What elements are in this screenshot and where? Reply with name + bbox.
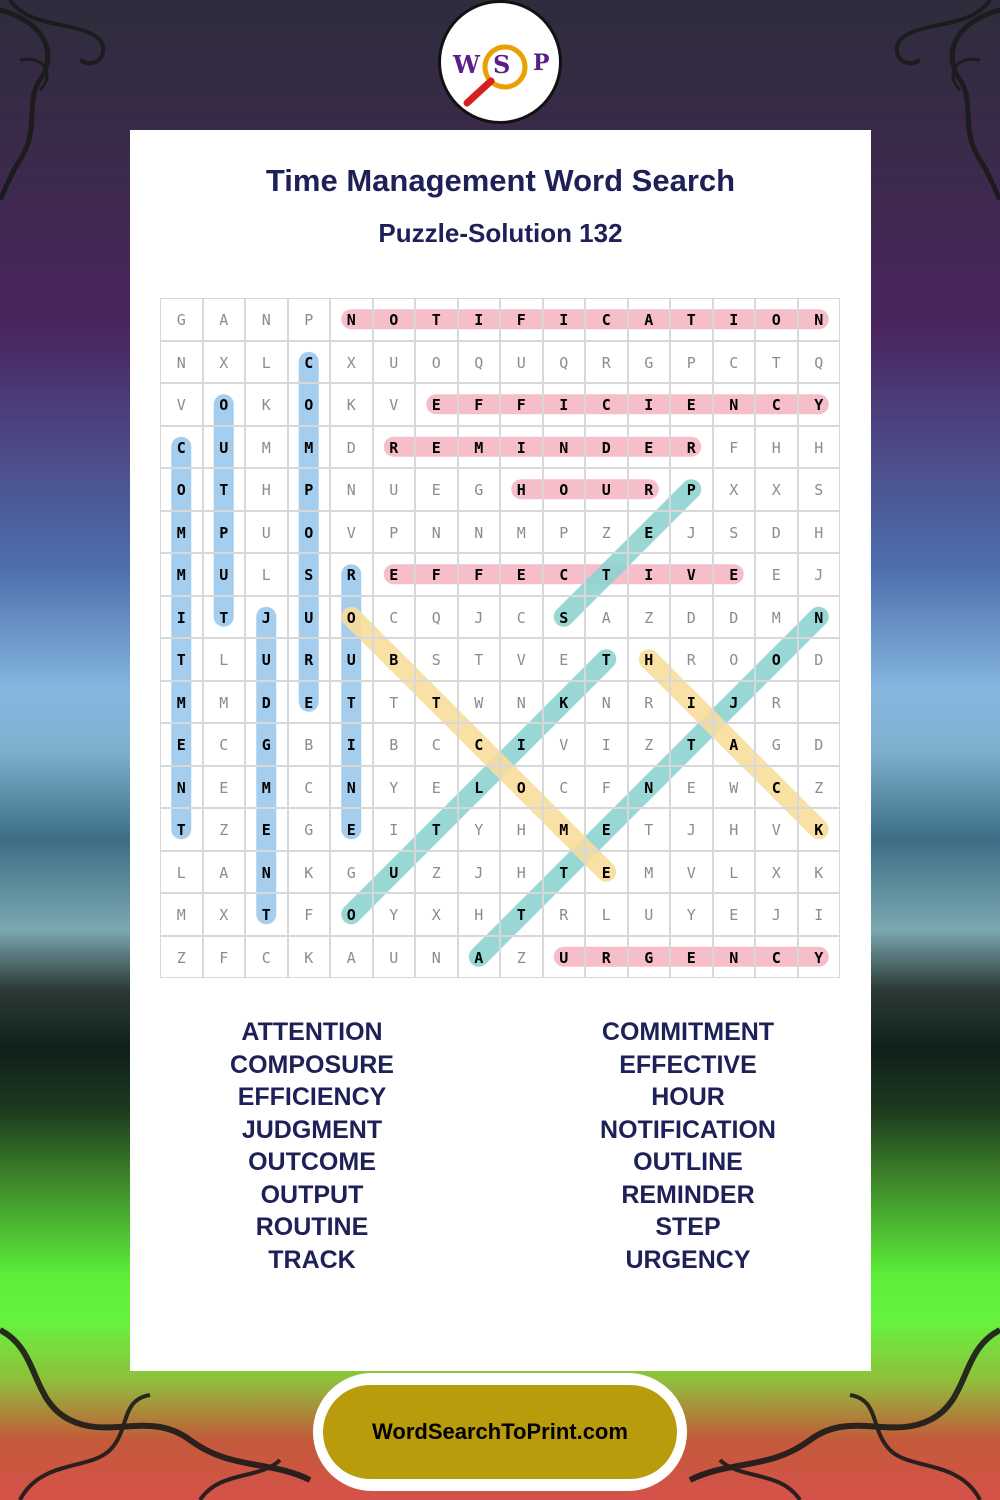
grid-cell[interactable]: Q	[798, 341, 841, 384]
grid-cell[interactable]: A	[203, 851, 246, 894]
grid-cell[interactable]: N	[245, 851, 288, 894]
grid-cell[interactable]: M	[543, 808, 586, 851]
grid-cell[interactable]: E	[543, 638, 586, 681]
corner-ornament-top-right	[870, 0, 1000, 200]
grid-cell[interactable]: G	[628, 936, 671, 979]
word-list-item: OUTLINE	[633, 1148, 743, 1176]
grid-cell[interactable]: E	[500, 553, 543, 596]
grid-cell[interactable]: K	[288, 936, 331, 979]
grid-cell[interactable]: N	[160, 766, 203, 809]
grid-cell[interactable]: X	[203, 893, 246, 936]
grid-cell[interactable]: E	[755, 553, 798, 596]
grid-cell[interactable]: F	[500, 383, 543, 426]
grid-cell[interactable]: J	[458, 851, 501, 894]
grid-cell[interactable]: I	[628, 383, 671, 426]
grid-cell[interactable]: K	[288, 851, 331, 894]
grid-cell[interactable]: E	[670, 766, 713, 809]
grid-cell[interactable]: L	[458, 766, 501, 809]
grid-cell[interactable]: U	[203, 426, 246, 469]
grid-cell[interactable]: F	[585, 766, 628, 809]
word-list-item: ROUTINE	[255, 1213, 369, 1241]
grid-cell[interactable]: Z	[628, 596, 671, 639]
grid-cell[interactable]: S	[543, 596, 586, 639]
grid-cell[interactable]: G	[458, 468, 501, 511]
grid-cell[interactable]: M	[160, 553, 203, 596]
grid-cell[interactable]: M	[628, 851, 671, 894]
grid-cell[interactable]: N	[458, 511, 501, 554]
grid-cell[interactable]: T	[203, 596, 246, 639]
word-list-item: ATTENTION	[241, 1018, 383, 1046]
grid-cell[interactable]: Z	[585, 511, 628, 554]
grid-cell[interactable]: E	[713, 893, 756, 936]
grid-cell[interactable]: R	[585, 341, 628, 384]
grid-cell[interactable]: F	[415, 553, 458, 596]
grid-cell[interactable]: J	[670, 511, 713, 554]
grid-cell[interactable]: C	[288, 341, 331, 384]
grid-cell[interactable]: E	[585, 808, 628, 851]
grid-cell[interactable]: Q	[543, 341, 586, 384]
grid-cell[interactable]: F	[458, 553, 501, 596]
grid-cell[interactable]: Y	[670, 893, 713, 936]
grid-cell[interactable]: X	[755, 851, 798, 894]
grid-cell[interactable]: O	[288, 511, 331, 554]
word-list-item: OUTPUT	[260, 1180, 364, 1209]
grid-cell[interactable]: U	[585, 468, 628, 511]
magnifier-icon	[459, 31, 549, 111]
grid-cell[interactable]: P	[373, 511, 416, 554]
grid-cell[interactable]: H	[245, 468, 288, 511]
grid-cell[interactable]: C	[543, 766, 586, 809]
grid-cell[interactable]: A	[713, 723, 756, 766]
puzzle-panel	[130, 130, 871, 1371]
grid-cell[interactable]: V	[670, 851, 713, 894]
grid-cell[interactable]: X	[330, 341, 373, 384]
grid-cell[interactable]: T	[415, 298, 458, 341]
grid-cell[interactable]: C	[288, 766, 331, 809]
grid-cell[interactable]: H	[755, 426, 798, 469]
grid-cell[interactable]: U	[543, 936, 586, 979]
grid-cell[interactable]: N	[500, 681, 543, 724]
grid-cell[interactable]: P	[288, 298, 331, 341]
grid-cell[interactable]: M	[500, 511, 543, 554]
grid-cell[interactable]: X	[203, 341, 246, 384]
grid-cell[interactable]: V	[160, 383, 203, 426]
grid-cell[interactable]: G	[288, 808, 331, 851]
grid-cell[interactable]: R	[670, 638, 713, 681]
grid-cell[interactable]: N	[798, 596, 841, 639]
grid-cell[interactable]: C	[585, 383, 628, 426]
grid-cell[interactable]: U	[203, 553, 246, 596]
grid-cell[interactable]: E	[288, 681, 331, 724]
grid-cell[interactable]: N	[160, 341, 203, 384]
grid-cell[interactable]: E	[628, 426, 671, 469]
grid-cell[interactable]: O	[755, 638, 798, 681]
grid-cell[interactable]: F	[203, 936, 246, 979]
grid-cell[interactable]: Z	[160, 936, 203, 979]
grid-cell[interactable]: J	[713, 681, 756, 724]
word-list-item: REMINDER	[621, 1180, 755, 1209]
grid-cell[interactable]: N	[798, 298, 841, 341]
grid-cell[interactable]: E	[585, 851, 628, 894]
grid-cell[interactable]: S	[415, 638, 458, 681]
grid-cell[interactable]: N	[415, 936, 458, 979]
grid-cell[interactable]: R	[755, 681, 798, 724]
grid-cell[interactable]: J	[458, 596, 501, 639]
grid-cell[interactable]: X	[713, 468, 756, 511]
grid-cell[interactable]: L	[203, 638, 246, 681]
grid-cell[interactable]: D	[670, 596, 713, 639]
grid-cell[interactable]: V	[500, 638, 543, 681]
grid-cell[interactable]: U	[373, 851, 416, 894]
grid-cell[interactable]: D	[798, 723, 841, 766]
grid-cell[interactable]: U	[245, 511, 288, 554]
grid-cell[interactable]: K	[245, 383, 288, 426]
grid-cell[interactable]: H	[798, 426, 841, 469]
grid-cell[interactable]: C	[160, 426, 203, 469]
grid-cell[interactable]: G	[755, 723, 798, 766]
grid-cell[interactable]: V	[330, 511, 373, 554]
wsp-logo[interactable]	[438, 0, 562, 124]
grid-cell[interactable]: I	[543, 383, 586, 426]
grid-cell[interactable]: J	[245, 596, 288, 639]
grid-cell[interactable]: G	[160, 298, 203, 341]
grid-cell[interactable]: F	[500, 298, 543, 341]
logo-letter-w: W	[453, 50, 480, 79]
page-title: Time Management Word Search	[265, 163, 736, 198]
grid-cell[interactable]: C	[755, 766, 798, 809]
grid-cell[interactable]: H	[713, 808, 756, 851]
grid-cell[interactable]: C	[458, 723, 501, 766]
logo-letter-p: P	[533, 50, 550, 76]
word-list-item: STEP	[655, 1213, 721, 1241]
grid-cell[interactable]: L	[245, 553, 288, 596]
grid-cell[interactable]: S	[798, 468, 841, 511]
grid-cell[interactable]	[798, 681, 841, 724]
grid-cell[interactable]: M	[160, 681, 203, 724]
grid-cell[interactable]: M	[458, 426, 501, 469]
grid-cell[interactable]: F	[713, 426, 756, 469]
grid-cell[interactable]: L	[713, 851, 756, 894]
grid-cell[interactable]: F	[288, 893, 331, 936]
grid-cell[interactable]: I	[330, 723, 373, 766]
logo-letter-s: S	[493, 50, 511, 79]
grid-cell[interactable]: I	[585, 723, 628, 766]
grid-cell[interactable]: E	[670, 383, 713, 426]
grid-cell[interactable]: A	[458, 936, 501, 979]
grid-cell[interactable]: R	[543, 893, 586, 936]
grid-cell[interactable]: C	[755, 383, 798, 426]
grid-cell[interactable]: E	[713, 553, 756, 596]
word-list-item: COMMITMENT	[601, 1018, 775, 1046]
grid-cell[interactable]: D	[798, 638, 841, 681]
grid-cell[interactable]: C	[373, 596, 416, 639]
grid-cell[interactable]: A	[330, 936, 373, 979]
grid-cell[interactable]: A	[203, 298, 246, 341]
grid-cell[interactable]: R	[628, 681, 671, 724]
grid-cell[interactable]: O	[330, 596, 373, 639]
grid-cell[interactable]: L	[585, 893, 628, 936]
grid-cell[interactable]: I	[458, 298, 501, 341]
grid-cell[interactable]: N	[245, 298, 288, 341]
grid-cell[interactable]: J	[755, 893, 798, 936]
grid-cell[interactable]: Y	[458, 808, 501, 851]
word-list-item: OUTCOME	[248, 1148, 376, 1176]
grid-cell[interactable]: P	[203, 511, 246, 554]
grid-cell[interactable]: T	[585, 553, 628, 596]
grid-cell[interactable]: E	[373, 553, 416, 596]
grid-cell[interactable]: E	[415, 468, 458, 511]
grid-cell[interactable]: N	[415, 511, 458, 554]
grid-cell[interactable]: N	[330, 766, 373, 809]
grid-cell[interactable]: Y	[798, 936, 841, 979]
grid-cell[interactable]: C	[713, 341, 756, 384]
grid-cell[interactable]: O	[203, 383, 246, 426]
grid-cell[interactable]: P	[670, 341, 713, 384]
grid-cell[interactable]: C	[203, 723, 246, 766]
grid-cell[interactable]: I	[373, 808, 416, 851]
grid-cell[interactable]: T	[160, 638, 203, 681]
grid-cell[interactable]: K	[330, 383, 373, 426]
grid-cell[interactable]: T	[500, 893, 543, 936]
grid-cell[interactable]: I	[628, 553, 671, 596]
word-list-item: EFFECTIVE	[619, 1050, 757, 1079]
grid-cell[interactable]: M	[203, 681, 246, 724]
grid-cell[interactable]: Q	[458, 341, 501, 384]
grid-cell[interactable]: Z	[415, 851, 458, 894]
corner-ornament-top-left	[0, 0, 130, 200]
grid-cell[interactable]: U	[628, 893, 671, 936]
grid-cell[interactable]: O	[330, 893, 373, 936]
grid-cell[interactable]: M	[245, 426, 288, 469]
grid-cell[interactable]: C	[245, 936, 288, 979]
grid-cell[interactable]: A	[585, 596, 628, 639]
grid-cell[interactable]: T	[245, 893, 288, 936]
grid-cell[interactable]: A	[628, 298, 671, 341]
grid-cell[interactable]: D	[585, 426, 628, 469]
grid-cell[interactable]: I	[798, 893, 841, 936]
grid-cell[interactable]: Y	[373, 766, 416, 809]
grid-cell[interactable]: Z	[798, 766, 841, 809]
grid-cell[interactable]: N	[713, 383, 756, 426]
grid-cell[interactable]: T	[670, 723, 713, 766]
grid-cell[interactable]: P	[670, 468, 713, 511]
grid-cell[interactable]: F	[458, 383, 501, 426]
grid-cell[interactable]: O	[288, 383, 331, 426]
word-list-right	[538, 1016, 838, 1276]
grid-cell[interactable]: B	[373, 723, 416, 766]
word-list-item: EFFICIENCY	[237, 1083, 387, 1111]
grid-cell[interactable]: R	[585, 936, 628, 979]
grid-cell[interactable]: P	[543, 511, 586, 554]
word-search-grid	[160, 298, 840, 978]
grid-cell[interactable]: H	[628, 638, 671, 681]
grid-cell[interactable]: M	[245, 766, 288, 809]
site-badge	[313, 1373, 687, 1491]
grid-cell[interactable]: T	[330, 681, 373, 724]
grid-cell[interactable]: V	[373, 383, 416, 426]
grid-cell[interactable]: E	[415, 383, 458, 426]
grid-cell[interactable]: N	[628, 766, 671, 809]
grid-cell[interactable]: T	[160, 808, 203, 851]
grid-cell[interactable]: T	[458, 638, 501, 681]
grid-cell[interactable]: Q	[415, 596, 458, 639]
grid-cell[interactable]: T	[203, 468, 246, 511]
grid-cell[interactable]: N	[330, 298, 373, 341]
grid-cell[interactable]: I	[670, 681, 713, 724]
grid-cell[interactable]: E	[245, 808, 288, 851]
grid-cell[interactable]: I	[500, 723, 543, 766]
grid-cell[interactable]: O	[500, 766, 543, 809]
grid-cell[interactable]: D	[713, 596, 756, 639]
grid-cell[interactable]: Z	[203, 808, 246, 851]
grid-cell[interactable]: R	[330, 553, 373, 596]
grid-cell[interactable]: U	[288, 596, 331, 639]
page-subtitle: Puzzle-Solution 132	[378, 218, 623, 248]
grid-cell[interactable]: E	[628, 511, 671, 554]
grid-cell[interactable]: M	[288, 426, 331, 469]
grid-cell[interactable]: O	[415, 341, 458, 384]
grid-cell[interactable]: C	[415, 723, 458, 766]
grid-cell[interactable]: N	[543, 426, 586, 469]
grid-cell[interactable]: X	[415, 893, 458, 936]
grid-cell[interactable]: B	[373, 638, 416, 681]
grid-cell[interactable]: M	[160, 893, 203, 936]
grid-cell[interactable]: C	[755, 936, 798, 979]
grid-cell[interactable]: S	[713, 511, 756, 554]
grid-cell[interactable]: U	[373, 468, 416, 511]
grid-cell[interactable]: C	[500, 596, 543, 639]
grid-cell[interactable]: I	[500, 426, 543, 469]
grid-cell[interactable]: E	[415, 766, 458, 809]
grid-cell[interactable]: W	[713, 766, 756, 809]
grid-cell[interactable]: U	[373, 341, 416, 384]
grid-cell[interactable]: O	[373, 298, 416, 341]
grid-cell[interactable]: U	[373, 936, 416, 979]
grid-cell[interactable]: E	[415, 426, 458, 469]
grid-cell[interactable]: H	[500, 808, 543, 851]
grid-cell[interactable]: O	[543, 468, 586, 511]
site-link[interactable]: WordSearchToPrint.com	[323, 1385, 677, 1479]
grid-cell[interactable]: H	[458, 893, 501, 936]
grid-cell[interactable]: T	[585, 638, 628, 681]
grid-cell[interactable]: C	[585, 298, 628, 341]
grid-cell[interactable]: H	[500, 468, 543, 511]
grid-cell[interactable]: T	[415, 681, 458, 724]
grid-cell[interactable]: T	[415, 808, 458, 851]
word-list-item: HOUR	[651, 1083, 725, 1111]
grid-cell[interactable]: J	[670, 808, 713, 851]
grid-cell[interactable]: B	[288, 723, 331, 766]
grid-cell[interactable]: H	[798, 511, 841, 554]
grid-cell[interactable]: K	[798, 851, 841, 894]
grid-cell[interactable]: O	[755, 298, 798, 341]
grid-cell[interactable]: M	[755, 596, 798, 639]
grid-cell[interactable]: G	[330, 851, 373, 894]
grid-cell[interactable]: O	[713, 638, 756, 681]
grid-cell[interactable]: D	[330, 426, 373, 469]
grid-cell[interactable]: N	[585, 681, 628, 724]
grid-cell[interactable]: G	[628, 341, 671, 384]
grid-cell[interactable]: V	[543, 723, 586, 766]
grid-cell[interactable]: G	[245, 723, 288, 766]
grid-cell[interactable]: S	[288, 553, 331, 596]
grid-cell[interactable]: T	[543, 851, 586, 894]
grid-cell[interactable]: I	[543, 298, 586, 341]
grid-cell[interactable]: E	[203, 766, 246, 809]
grid-cell[interactable]: P	[288, 468, 331, 511]
grid-cell[interactable]: I	[160, 596, 203, 639]
grid-cell[interactable]: I	[713, 298, 756, 341]
grid-cell[interactable]: N	[330, 468, 373, 511]
word-list-item: NOTIFICATION	[600, 1115, 776, 1144]
grid-cell[interactable]: T	[373, 681, 416, 724]
word-list-item: JUDGMENT	[241, 1115, 383, 1144]
grid-cell[interactable]: T	[628, 808, 671, 851]
grid-cell[interactable]: V	[670, 553, 713, 596]
grid-cell[interactable]: Y	[798, 383, 841, 426]
grid-cell[interactable]: U	[500, 341, 543, 384]
grid-cell[interactable]: C	[543, 553, 586, 596]
grid-cell[interactable]: W	[458, 681, 501, 724]
grid-cell[interactable]: X	[755, 468, 798, 511]
word-list-item: COMPOSURE	[230, 1050, 394, 1079]
grid-cell[interactable]: V	[755, 808, 798, 851]
grid-cell[interactable]: M	[160, 511, 203, 554]
grid-cell[interactable]: K	[543, 681, 586, 724]
grid-cell[interactable]: U	[245, 638, 288, 681]
grid-cell[interactable]: T	[755, 341, 798, 384]
grid-cell[interactable]: N	[713, 936, 756, 979]
grid-cell[interactable]: E	[160, 723, 203, 766]
grid-cell[interactable]: T	[670, 298, 713, 341]
grid-cell[interactable]: U	[330, 638, 373, 681]
grid-cell[interactable]: Y	[373, 893, 416, 936]
grid-cell[interactable]: E	[670, 936, 713, 979]
grid-cell[interactable]: R	[628, 468, 671, 511]
grid-cell[interactable]: Z	[628, 723, 671, 766]
grid-cell[interactable]: Z	[500, 936, 543, 979]
word-list-item: TRACK	[268, 1245, 356, 1274]
grid-cell[interactable]: E	[330, 808, 373, 851]
grid-cell[interactable]: J	[798, 553, 841, 596]
grid-cell[interactable]: K	[798, 808, 841, 851]
word-list-item: URGENCY	[625, 1245, 751, 1274]
grid-cell[interactable]: H	[500, 851, 543, 894]
grid-cell[interactable]: R	[288, 638, 331, 681]
grid-cell[interactable]: D	[755, 511, 798, 554]
word-list-left	[162, 1016, 462, 1276]
grid-cell[interactable]: L	[245, 341, 288, 384]
grid-cell[interactable]: R	[670, 426, 713, 469]
grid-cell[interactable]: D	[245, 681, 288, 724]
grid-cell[interactable]: R	[373, 426, 416, 469]
grid-cell[interactable]: L	[160, 851, 203, 894]
grid-cell[interactable]: O	[160, 468, 203, 511]
